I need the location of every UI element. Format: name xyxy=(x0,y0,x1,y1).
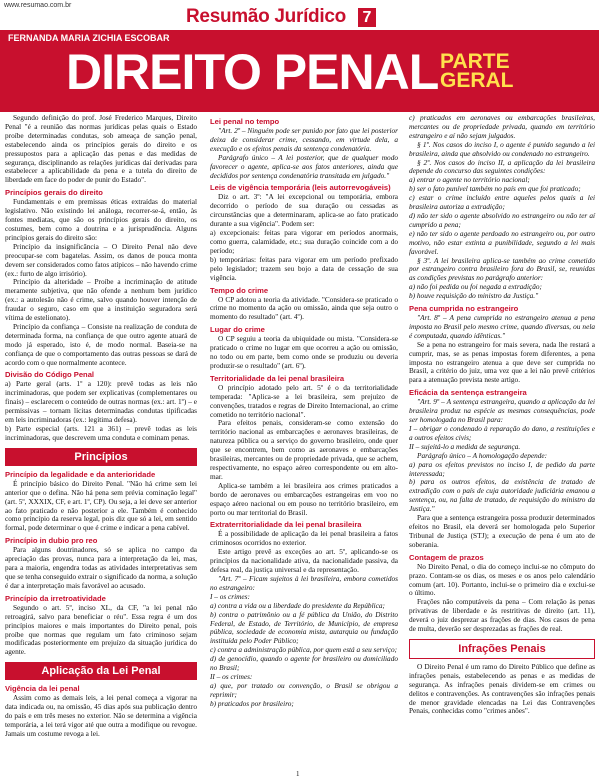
paragraph: Assim como as demais leis, a lei penal começa a vigorar na data indicada ou, na omissão, 45 dias após sua publicação dentro do país e em três meses no exterior. Não se determina a vigência temporária, a lei terá vigor até que outra a modifique ou revogue. Jamais um costume revoga a lei. xyxy=(5,693,197,738)
paragraph: Segundo o art. 5º, inciso XL, da CF, "a lei penal não retroagirá, salvo para beneficiar o réu". Essa regra é um dos princípios maiores e mais importantes do Direito penal, pois proíbe que normas que regulam um fato criminoso sejam modificadas posteriormente em prejuízo da situação jurídica do agente. xyxy=(5,602,197,657)
paragraph: Fundamentais e em premissas éticas extraídas do material legislativo. Não existindo lei análoga, recorrer-se-á, então, às fontes mediatas, que são os princípios gerais do direito, os costumes, bem como a doutrina e a jurisprudência. Alguns princípios gerais do direito são: xyxy=(5,197,197,242)
section-heading: Lei penal no tempo xyxy=(210,117,280,126)
section-heading: Contagem de prazos xyxy=(409,552,484,562)
author-name: FERNANDA MARIA ZICHIA ESCOBAR xyxy=(8,33,170,43)
paragraph: O Direito Penal é um ramo do Direito Público que define as infrações penais, estabelecendo as penas e as medidas de segurança. As infrações penais dividem-se em crimes ou delitos e contravenções. As contravenções são infrações penais de menor gravidade elencadas na Lei das Contravenções Penais, conhecidas como "crimes anões". xyxy=(409,661,595,716)
page-number: 1 xyxy=(296,770,300,778)
section-heading: Extraterritorialidade da lei penal brasileira xyxy=(210,520,362,530)
paragraph: § 2º. Nos casos do inciso II, a aplicação da lei brasileira depende do concurso das seguintes condições: xyxy=(409,157,595,176)
paragraph: § 3º. A lei brasileira aplica-se também ao crime cometido por estrangeiro contra brasileiro fora do Brasil, se, reunidas as condições previstas no parágrafo anterior: xyxy=(409,255,595,283)
paragraph: a) Parte geral (arts. 1º a 120): prevê todas as leis não incriminadoras, que podem ser explicativas (complementares ou finais) – esclarecem o conteúdo de outras normas (ex.: art. 1º) – e permissivas – tornam lícitas determinadas condutas tipificadas em leis incriminadoras (ex.: legítima defesa). xyxy=(5,379,197,425)
paragraph: b) houve requisição do ministro da Justiça." xyxy=(409,291,539,301)
paragraph: Este artigo prevê as exceções ao art. 5º, aplicando-se os princípios da nacionalidade ativa, da nacionalidade passiva, da defesa real, da justiça universal e da representação. xyxy=(210,547,398,575)
series-title: Resumão Jurídico xyxy=(186,6,346,27)
paragraph: Princípio da insignificância – O Direito Penal não deve preocupar-se com bagatelas. Assim, os danos de pouca monta devem ser considerados como fatos atípicos – não havendo crime (ex.: furto de algo irrisório). xyxy=(5,241,197,278)
section-heading: Princípio da legalidade e da anterioridade xyxy=(5,469,156,479)
page-subtitle xyxy=(440,52,514,90)
paragraph: O CP adotou a teoria da atividade. "Considera-se praticado o crime no momento da ação ou omissão, ainda que seja outro o momento do resultado" (art. 4º). xyxy=(210,294,398,322)
paragraph: "Art. 2º – Ninguém pode ser punido por fato que lei posterior deixa de considerar crime, cessando, em virtude dela, a execução e os efeitos penais da sentença condenatória. xyxy=(210,126,398,153)
paragraph: a) para os efeitos previstos no inciso I, de pedido da parte interessada; xyxy=(409,459,595,478)
paragraph: "Art. 7º – Ficam sujeitos à lei brasileira, embora cometidos no estrangeiro: xyxy=(210,573,398,592)
section-heading: Princípio da irretroatividade xyxy=(5,593,106,603)
paragraph: Diz o art. 3º: "A lei excepcional ou temporária, embora decorrido o período de sua duração ou cessadas as circunstâncias que a determinaram, aplica-se ao fato praticado durante a sua vigência". Podem ser: xyxy=(210,192,398,229)
series-number-badge: 7 xyxy=(358,8,376,27)
section-heading: Princípio in dubio pro reo xyxy=(5,536,98,546)
paragraph: a) contra a vida ou a liberdade do presidente da República; xyxy=(210,600,385,610)
paragraph: b) temporárias: feitas para vigorar em um período prefixado pelo legislador; trazem seu bojo a data de cessação de sua vigência. xyxy=(210,254,398,282)
site-url: www.resumao.com.br xyxy=(4,2,72,9)
paragraph: e) não ter sido o agente perdoado no estrangeiro ou, por outro motivo, não estar extinta a punibilidade, segundo a lei mais favorável. xyxy=(409,228,595,256)
paragraph: É princípio básico do Direito Penal. "Não há crime sem lei anterior que o defina. Não há pena sem prévia cominação legal" (art. 5º, XXXIX, CF, e art. 1º, CP). Ou seja, a lei deve ser anterior ao fato praticado e não posterior a ele. Também é conhecido como princípio da reserva legal, pois diz que só a lei, em sentido formal, pode determinar o que é crime e indicar a pena cabível. xyxy=(5,478,197,533)
paragraph: Princípio da confiança – Consiste na realização de conduta de determinada forma, na confiança de que outro agente atuará de modo já esperado, isto é, de modo normal. Baseia-se na confiança de que o comportamento das outras pessoas se dará de acordo com o que normalmente acontece. xyxy=(5,321,197,367)
section-heading: Eficácia da sentença estrangeira xyxy=(409,388,527,398)
paragraph: É a possibilidade de aplicação da lei penal brasileira a fatos criminosos ocorridos no exterior. xyxy=(210,529,398,548)
paragraph: Para que a sentença estrangeira possa produzir determinados efeitos no Brasil, ela deverá ser homologada pelo Superior Tribunal de Justiça (STJ); a execução de pena é um ato de soberania. xyxy=(409,513,595,549)
paragraph: b) ser o fato punível também no país em que foi praticado; xyxy=(409,184,581,194)
paragraph: "Art. 8º – A pena cumprida no estrangeiro atenua a pena imposta no Brasil pelo mesmo crime, quando diversas, ou nela é computada, quando idênticas." xyxy=(409,313,595,340)
section-heading: Tempo do crime xyxy=(210,285,269,295)
section-heading: Divisão do Código Penal xyxy=(5,370,95,380)
section-heading: Pena cumprida no estrangeiro xyxy=(409,304,519,314)
paragraph: a) não foi pedida ou foi negada a extradição; xyxy=(409,282,542,292)
paragraph: d) de genocídio, quando o agente for brasileiro ou domiciliado no Brasil; xyxy=(210,654,398,673)
paragraph: II – sujeitá-lo a medida de segurança. xyxy=(409,441,521,451)
paragraph: Aplica-se também a lei brasileira aos crimes praticados a bordo de aeronaves ou embarcações estrangeiras em voo no espaço aéreo nacional ou em pouso no território brasileiro, em porto ou mar territorial do Brasil. xyxy=(210,480,398,517)
paragraph: I – obrigar o condenado à reparação do dano, a restituições e a outros efeitos civis; xyxy=(409,424,595,442)
paragraph: Frações não computáveis da pena – Com relação às penas privativas de liberdade e às restritivas de direito (art. 11), deverá o juiz desprezar as frações de dias. Nos casos de pena de multa, deverão ser desprezadas as frações de real. xyxy=(409,597,595,634)
section-box-title: Princípios xyxy=(5,448,197,466)
paragraph: b) Parte especial (arts. 121 a 361) – prevê todas as leis incriminadoras, que descrevem uma conduta e cominam penas. xyxy=(5,424,197,442)
paragraph: a) entrar o agente no território nacional; xyxy=(409,175,530,185)
page-title: DIREITO PENAL xyxy=(66,44,439,100)
paragraph: c) praticados em aeronaves ou embarcações brasileiras, mercantes ou de propriedade privada, quando em território estrangeiro e aí não sejam julgados. xyxy=(409,113,595,140)
paragraph: Princípio da alteridade – Proíbe a incriminação de atitude meramente subjetiva, que não ofende a nenhum bem jurídico (ex.: a autolesão não é crime, salvo quando houver intenção de fraudar o seguro, caso em que a instituição seguradora será vítima de estelionato). xyxy=(5,277,197,323)
paragraph: § 1º. Nos casos do inciso I, o agente é punido segundo a lei brasileira, ainda que absolvido ou condenado no estrangeiro. xyxy=(409,139,595,158)
paragraph: O princípio adotado pelo art. 5º é o da territorialidade temperada: "Aplica-se a lei brasileira, sem prejuízo de convenções, tratados e regras de Direito Internacional, ao crime cometido no território nacional". xyxy=(210,382,398,419)
section-heading: Leis de vigência temporária (leis autorrevogáveis) xyxy=(210,183,391,193)
column-middle xyxy=(210,114,398,709)
section-heading: Vigência da lei penal xyxy=(5,684,80,694)
paragraph: a) excepcionais: feitas para vigorar em períodos anormais, como guerra, calamidade, etc.; sua duração coincide com a do período; xyxy=(210,228,398,255)
paragraph: Se a pena no estrangeiro for mais severa, nada lhe restará a cumprir, mas, se as penas impostas forem diferentes, a pena imposta no estrangeiro atenua a que deve ser cumprida no Brasil, a critério do juiz, uma vez que a lei não prevê critérios para a atenuação prevista neste artigo. xyxy=(409,339,595,385)
paragraph: I – os crimes: xyxy=(210,591,250,601)
paragraph: c) estar o crime incluído entre aqueles pelos quais a lei brasileira autoriza a extradição; xyxy=(409,193,595,212)
section-box-title: Aplicação da Lei Penal xyxy=(5,662,197,680)
paragraph: b) contra o patrimônio ou a fé pública da União, do Distrito Federal, de Estado, de Território, de Município, de empresa pública, sociedade de economia mista, autarquia ou fundação instituída pelo Poder Público; xyxy=(210,609,398,646)
paragraph: "Art. 9º – A sentença estrangeira, quando a aplicação da lei brasileira produz na espécie as mesmas consequências, pode ser homologada no Brasil para: xyxy=(409,397,595,425)
paragraph: d) não ter sido o agente absolvido no estrangeiro ou não ter aí cumprido a pena; xyxy=(409,210,595,229)
paragraph: b) praticados por brasileiro; xyxy=(210,698,294,708)
section-heading: Lugar do crime xyxy=(210,325,265,335)
paragraph: c) contra a administração pública, por quem está a seu serviço; xyxy=(210,645,398,655)
section-heading: Princípios gerais do direito xyxy=(5,188,103,198)
column-left xyxy=(5,114,197,739)
paragraph: Para efeitos penais, consideram-se como extensão do território nacional as embarcações e aeronaves brasileiras, de natureza pública ou a serviço do governo brasileiro, onde quer que se encontrem, bem como as aeronaves e embarcações brasileiras, mercantes ou de propriedade privada, que se achem, respectivamente, no espaço aéreo correspondente ou em alto-mar. xyxy=(210,418,398,481)
paragraph: Para alguns doutrinadores, só se aplica no campo da apreciação das provas, nunca para a interpretação da lei, mas, para a maioria, engendra todas as atividades interpretativas sem que se tenha conseguido extrair o significado da norma, a solução é dar a interpretação mais favorável ao acusado. xyxy=(5,545,197,590)
section-box-title: Infrações Penais xyxy=(409,639,595,659)
paragraph: No Direito Penal, o dia do começo inclui-se no cômputo do prazo. Contam-se os dias, os meses e os anos pelo calendário comum (art. 10). Portanto, inclui-se o primeiro dia e exclui-se o último. xyxy=(409,561,595,598)
paragraph: Parágrafo único – A homologação depende: xyxy=(417,450,548,460)
paragraph: II – os crimes: xyxy=(210,671,253,681)
paragraph: b) para os outros efeitos, da existência de tratado de extradição com o país de cuja autoridade judiciária emanou a sentença, ou, na falta de tratado, de requisição do ministro da Justiça." xyxy=(409,477,595,514)
subtitle-line: GERAL xyxy=(440,69,514,92)
paragraph: a) que, por tratado ou convenção, o Brasil se obrigou a reprimir; xyxy=(210,680,398,699)
subtitle-line: PARTE xyxy=(440,50,510,73)
column-right xyxy=(409,114,595,716)
section-heading: Territorialidade da lei penal brasileira xyxy=(210,373,345,383)
paragraph: O CP seguiu a teoria da ubiquidade ou mista. "Considera-se praticado o crime no lugar em que ocorreu a ação ou omissão, no todo ou em parte, bem como onde se produziu ou deveria produzir-se o resultado" (art. 6º). xyxy=(210,334,398,370)
paragraph: Segundo definição do prof. José Frederico Marques, Direito Penal "é a reunião das normas jurídicas pelas quais o Estado proíbe determinadas condutas, sob ameaça de sanção penal, estabelecendo ainda os princípios gerais do direito e os pressupostos para a aplicação das penas e das medidas de segurança, disciplinando as relações jurídicas daí derivadas para estabelecer a aplicabilidade da pena e a tutela do direito de liberdade em face do poder de punir do Estado". xyxy=(5,113,197,185)
paragraph: Parágrafo único – A lei posterior, que de qualquer modo favorecer o agente, aplica-se aos fatos anteriores, ainda que decididos por sentença condenatória transitada em julgado." xyxy=(210,152,398,180)
